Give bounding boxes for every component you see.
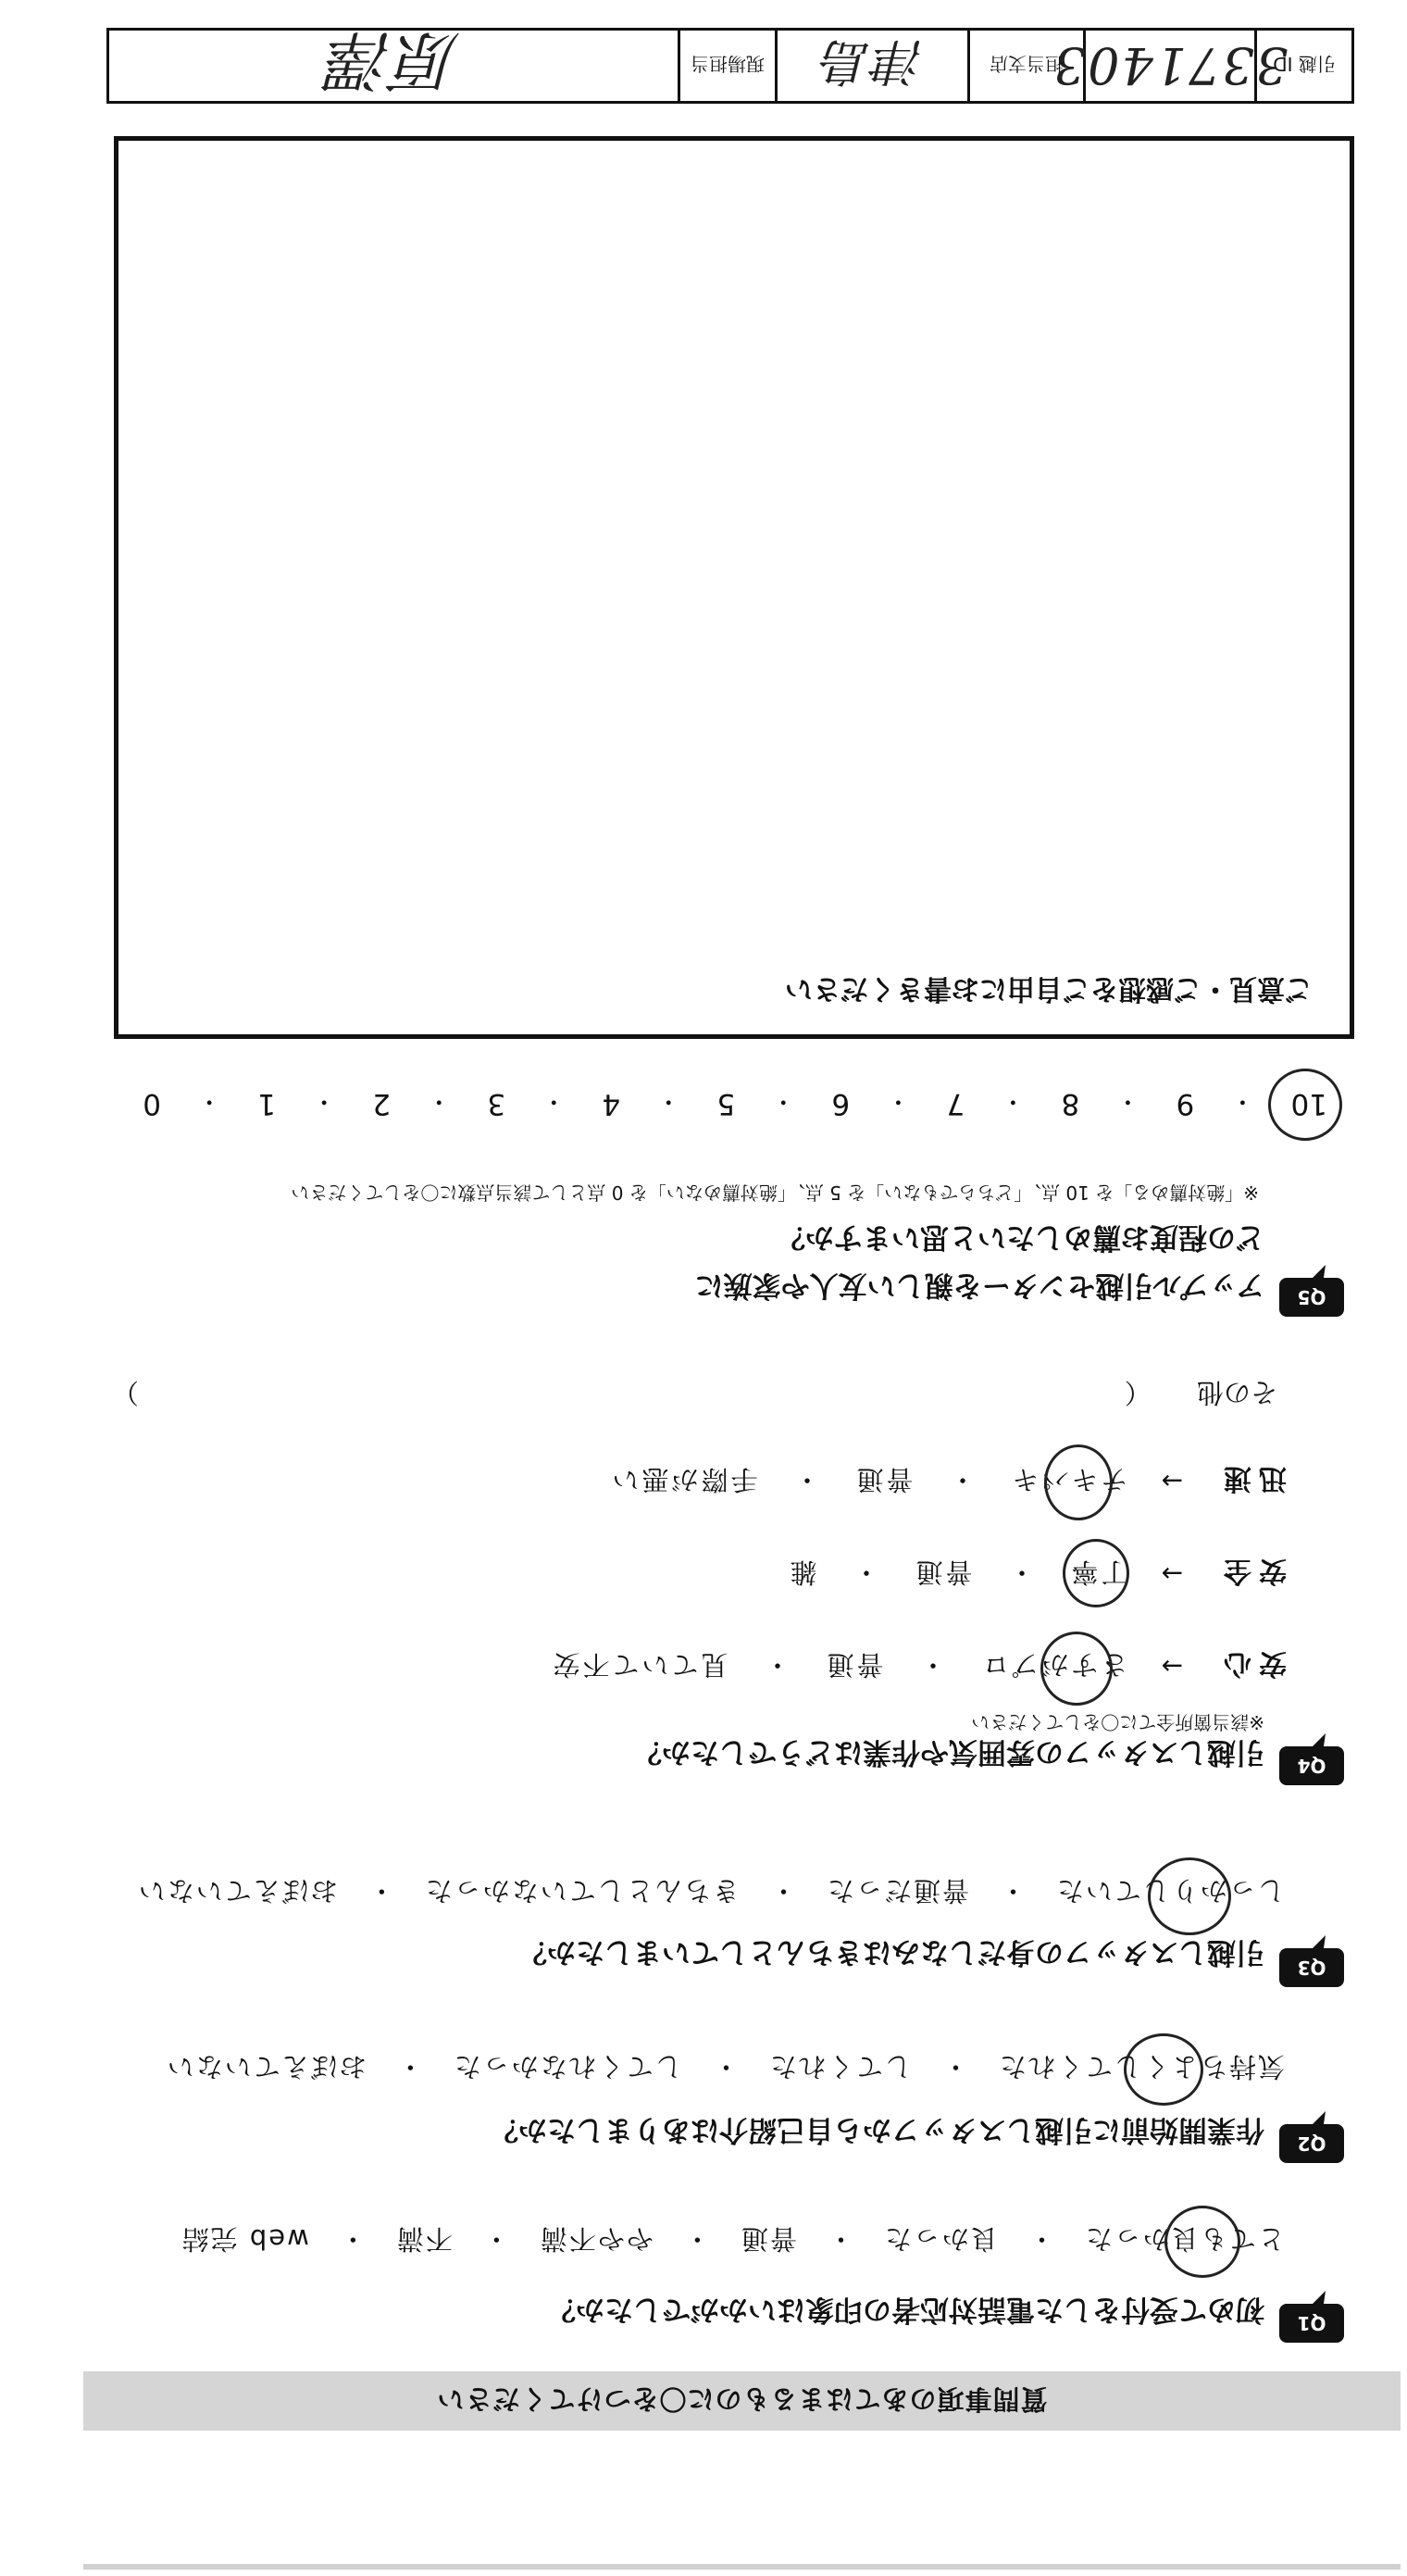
staff-label-cell xyxy=(678,31,775,101)
q4-option[interactable]: 手際が悪い xyxy=(609,1464,758,1496)
q1-option[interactable]: 普通 xyxy=(739,2223,797,2255)
q1-option[interactable]: web 完結 xyxy=(180,2223,309,2255)
q5-text-line1: アップル引越センターを親しい友人や家族に xyxy=(694,1269,1264,1302)
staff-value: 原澤 xyxy=(327,22,460,99)
arrow-right-icon: → xyxy=(1161,1651,1183,1682)
q5-circle-mark xyxy=(1268,1069,1342,1141)
q4-row-jinsoku: 迅速 → テキパキ ・ 普通 ・ 手際が悪い xyxy=(609,1461,1287,1502)
branch-value-cell[interactable] xyxy=(775,31,967,101)
q1-options: とても良かった ・ 良かった ・ 普通 ・ やや不満 ・ 不満 ・ web 完結 xyxy=(180,2223,1285,2255)
q5-text-line2: どの程度お薦めしたいと思いますか？ xyxy=(777,1220,1264,1254)
comment-value[interactable] xyxy=(156,178,1313,951)
q4-option[interactable]: 普通 xyxy=(824,1649,884,1682)
q4-row-anzen: 安全 → 丁寧 ・ 普通 ・ 雑 xyxy=(787,1554,1287,1594)
q5-scale-value[interactable]: 10 xyxy=(1290,1087,1327,1120)
branch-label-cell xyxy=(967,31,1083,101)
q4-row-label: 安心 xyxy=(1216,1647,1287,1680)
scan-edge xyxy=(83,2564,1401,2570)
q4-circle-mark xyxy=(1044,1444,1113,1520)
staff-label: 現場担当 xyxy=(691,53,765,76)
q5-scale-value[interactable]: 3 xyxy=(487,1087,506,1120)
q2-option[interactable]: おぼえていない xyxy=(165,2051,367,2082)
q5-scale-value[interactable]: 5 xyxy=(716,1087,736,1120)
q4-option[interactable]: 見ていて不安 xyxy=(550,1649,728,1682)
question-bubble-icon xyxy=(1276,2106,1344,2169)
q4-option[interactable]: 雑 xyxy=(787,1557,817,1589)
q3-options: しっかりしていた ・ 普通だった ・ きちんとしていなかった ・ おぼえていない xyxy=(136,1875,1285,1907)
instruction-banner xyxy=(83,2371,1401,2431)
scale-separator: ・ xyxy=(886,1087,911,1116)
move-id-value: 3371403 xyxy=(1052,36,1289,95)
scale-separator: ・ xyxy=(542,1087,567,1116)
q4-other-close: ） xyxy=(111,1377,139,1408)
q2-option[interactable]: してくれなかった xyxy=(452,2051,682,2082)
scale-separator: ・ xyxy=(197,1087,222,1116)
question-bubble-icon xyxy=(1276,2285,1344,2348)
question-bubble-icon xyxy=(1276,1259,1344,1322)
q4-row-label: 迅速 xyxy=(1216,1462,1287,1494)
question-bubble-icon xyxy=(1276,1728,1344,1791)
q5-id: Q5 xyxy=(1297,1286,1326,1308)
q2-options: 気持ちよくしてくれた ・ してくれた ・ してくれなかった ・ おぼえていない xyxy=(165,2051,1285,2082)
q4-circle-mark xyxy=(1040,1632,1113,1706)
move-id-value-cell[interactable] xyxy=(1052,31,1289,101)
arrow-right-icon: → xyxy=(1161,1558,1183,1590)
q4-row-anshin: 安心 → さすがプロ ・ 普通 ・ 見ていて不安 xyxy=(550,1646,1287,1687)
q5-scale-value[interactable]: 1 xyxy=(257,1087,276,1120)
q4-other-label: その他 xyxy=(1196,1377,1277,1408)
q4-other xyxy=(56,1375,1277,1413)
q3-id: Q3 xyxy=(1297,1957,1326,1979)
q5-scale-value[interactable]: 8 xyxy=(1061,1087,1080,1120)
q3-circle-mark xyxy=(1148,1857,1231,1935)
q2-text: 作業開始前に引越しスタッフから自己紹介はありましたか？ xyxy=(490,2113,1264,2146)
q1-id: Q1 xyxy=(1297,2312,1326,2334)
q4-note: ※該当箇所全てに〇をしてください xyxy=(971,1711,1264,1733)
q4-row-label: 安全 xyxy=(1216,1555,1287,1587)
scale-separator: ・ xyxy=(1230,1087,1255,1116)
q1-option[interactable]: 良かった xyxy=(882,2223,998,2255)
q2-option[interactable]: してくれた xyxy=(767,2051,912,2082)
q4-option[interactable]: 丁寧 xyxy=(1068,1557,1128,1589)
q1-text: 初めて受付をした電話対応者の印象はいかがでしたか？ xyxy=(547,2293,1264,2326)
q1-option[interactable]: 不満 xyxy=(394,2223,453,2255)
q4-option[interactable]: 普通 xyxy=(853,1464,914,1496)
q5-scale-value[interactable]: 7 xyxy=(946,1087,965,1120)
scale-separator: ・ xyxy=(656,1087,681,1116)
q1-option[interactable]: とても良かった xyxy=(1083,2223,1285,2255)
q4-circle-mark xyxy=(1063,1539,1129,1607)
instruction-text: 質問事項のあてはまるものに〇をつけてください xyxy=(436,2383,1048,2416)
q5-scale-value[interactable]: 0 xyxy=(143,1087,161,1120)
q5-scale-value[interactable]: 4 xyxy=(602,1087,621,1120)
q1-circle-mark xyxy=(1164,2206,1240,2278)
comment-prompt: ご意見・ご感想をご自由にお書きください xyxy=(785,972,1313,1005)
scale-separator: ・ xyxy=(312,1087,337,1116)
q3-text: 引越しスタッフの身だしなみはきちんとしていましたか？ xyxy=(518,1935,1264,1969)
scale-separator: ・ xyxy=(771,1087,796,1116)
q4-other-open: （ xyxy=(1124,1377,1152,1408)
q2-circle-mark xyxy=(1124,2033,1203,2106)
q3-option[interactable]: きちんとしていなかった xyxy=(423,1875,740,1907)
q5-scale xyxy=(143,1076,1327,1132)
move-id-label: 引越 ID xyxy=(1273,53,1336,76)
q5-note: ※「絶対薦める」を 10 点、「どちらでもない」を 5 点、「絶対薦めない」を 0 点として該当点数に〇をしてください xyxy=(291,1182,1259,1204)
q1-option[interactable]: やや不満 xyxy=(538,2223,654,2255)
q4-id: Q4 xyxy=(1297,1755,1326,1777)
scale-separator: ・ xyxy=(1115,1087,1140,1116)
q4-text: 引越しスタッフの雰囲気や作業はどうでしたか？ xyxy=(633,1735,1264,1769)
q3-option[interactable]: しっかりしていた xyxy=(1054,1875,1285,1907)
q2-option[interactable]: 気持ちよくしてくれた xyxy=(997,2051,1285,2082)
arrow-right-icon: → xyxy=(1161,1466,1183,1497)
branch-value: 津島 xyxy=(820,32,925,92)
q4-option[interactable]: テキパキ xyxy=(1009,1464,1128,1496)
q4-option[interactable]: 普通 xyxy=(913,1557,973,1589)
q5-scale-value[interactable]: 9 xyxy=(1176,1087,1195,1120)
scale-separator: ・ xyxy=(1001,1087,1026,1116)
q3-option[interactable]: おぼえていない xyxy=(136,1875,338,1907)
q5-scale-value[interactable]: 2 xyxy=(372,1087,392,1120)
scale-separator: ・ xyxy=(427,1087,452,1116)
q4-option[interactable]: さすがプロ xyxy=(979,1649,1128,1682)
question-bubble-icon xyxy=(1276,1930,1344,1993)
id-table xyxy=(106,22,1354,104)
staff-value-cell[interactable] xyxy=(109,22,678,101)
branch-label: 担当支店 xyxy=(990,53,1064,76)
q5-scale-value[interactable]: 6 xyxy=(831,1087,851,1120)
q3-option[interactable]: 普通だった xyxy=(825,1875,969,1907)
q2-id: Q2 xyxy=(1297,2132,1326,2155)
comment-box[interactable] xyxy=(114,136,1354,1039)
